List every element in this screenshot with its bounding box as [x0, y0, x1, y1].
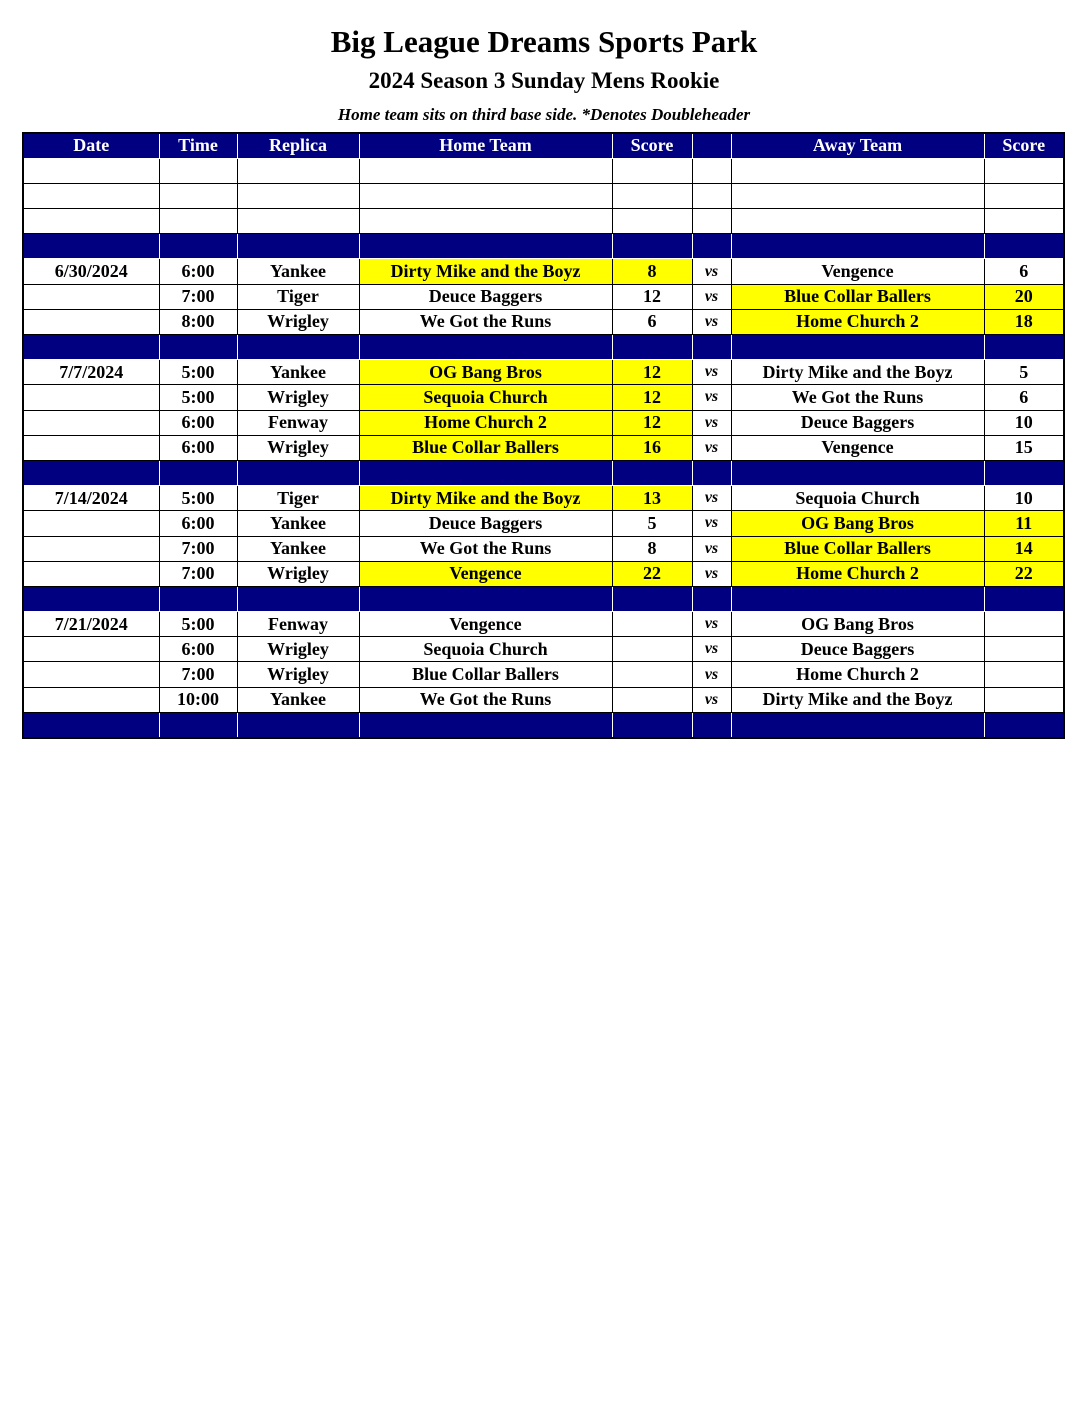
col-header-away-score: Score [984, 133, 1064, 158]
separator-cell [612, 460, 692, 485]
home-team: Blue Collar Ballers [359, 662, 612, 687]
separator-cell [731, 712, 984, 737]
col-header-replica: Replica [237, 133, 359, 158]
game-time: 8:00 [159, 309, 237, 334]
vs-label: vs [692, 561, 731, 586]
away-team: Home Church 2 [731, 561, 984, 586]
separator-cell [237, 586, 359, 611]
away-score: 22 [984, 561, 1064, 586]
game-replica: Fenway [237, 410, 359, 435]
game-time: 7:00 [159, 536, 237, 561]
game-time: 5:00 [159, 360, 237, 385]
game-time: 6:00 [159, 410, 237, 435]
home-score: 8 [612, 536, 692, 561]
away-score: 11 [984, 511, 1064, 536]
game-date [23, 511, 159, 536]
col-header-vs [692, 133, 731, 158]
game-row [23, 259, 1064, 284]
vs-label: vs [692, 536, 731, 561]
col-header-home-team: Home Team [359, 133, 612, 158]
game-date: 7/14/2024 [23, 486, 159, 511]
game-time: 5:00 [159, 612, 237, 637]
separator-cell [984, 234, 1064, 259]
separator-cell [23, 586, 159, 611]
away-score: 6 [984, 385, 1064, 410]
game-date [23, 385, 159, 410]
separator-cell [359, 460, 612, 485]
game-row [23, 687, 1064, 712]
home-team: Vengence [359, 561, 612, 586]
game-date: 7/21/2024 [23, 612, 159, 637]
separator-cell [159, 234, 237, 259]
home-score: 12 [612, 410, 692, 435]
home-score: 13 [612, 486, 692, 511]
separator-cell [23, 234, 159, 259]
home-score [612, 662, 692, 687]
home-team: Deuce Baggers [359, 511, 612, 536]
home-score: 6 [612, 309, 692, 334]
away-score [984, 687, 1064, 712]
home-score: 16 [612, 435, 692, 460]
separator-cell [692, 460, 731, 485]
week-separator-row [23, 234, 1064, 259]
game-row [23, 662, 1064, 687]
vs-label: vs [692, 259, 731, 284]
vs-label: vs [692, 511, 731, 536]
game-replica: Yankee [237, 259, 359, 284]
game-time: 10:00 [159, 687, 237, 712]
separator-cell [692, 234, 731, 259]
game-row [23, 536, 1064, 561]
vs-label: vs [692, 612, 731, 637]
game-date: 6/30/2024 [23, 259, 159, 284]
separator-cell [359, 335, 612, 360]
home-team: Home Church 2 [359, 410, 612, 435]
away-team: Deuce Baggers [731, 410, 984, 435]
away-team: Dirty Mike and the Boyz [731, 360, 984, 385]
separator-cell [692, 335, 731, 360]
separator-cell [159, 460, 237, 485]
separator-cell [731, 234, 984, 259]
home-score: 5 [612, 511, 692, 536]
game-replica: Wrigley [237, 435, 359, 460]
game-time: 7:00 [159, 662, 237, 687]
separator-cell [159, 712, 237, 737]
home-team: Deuce Baggers [359, 284, 612, 309]
empty-row [23, 183, 1064, 208]
game-time: 6:00 [159, 259, 237, 284]
home-score: 12 [612, 284, 692, 309]
game-date [23, 410, 159, 435]
home-score: 12 [612, 360, 692, 385]
schedule-body [23, 158, 1064, 737]
game-replica: Wrigley [237, 385, 359, 410]
game-row [23, 486, 1064, 511]
vs-label: vs [692, 360, 731, 385]
separator-cell [159, 586, 237, 611]
separator-cell [159, 335, 237, 360]
separator-cell [237, 712, 359, 737]
game-date [23, 536, 159, 561]
vs-label: vs [692, 486, 731, 511]
home-team: We Got the Runs [359, 309, 612, 334]
week-separator-row [23, 712, 1064, 737]
week-separator-row [23, 586, 1064, 611]
separator-cell [612, 586, 692, 611]
col-header-date: Date [23, 133, 159, 158]
game-row [23, 561, 1064, 586]
home-score: 8 [612, 259, 692, 284]
away-score: 6 [984, 259, 1064, 284]
separator-cell [237, 460, 359, 485]
away-team: Deuce Baggers [731, 637, 984, 662]
table-header-row [23, 133, 1064, 158]
away-team: OG Bang Bros [731, 511, 984, 536]
game-replica: Yankee [237, 511, 359, 536]
game-date [23, 284, 159, 309]
home-team: We Got the Runs [359, 687, 612, 712]
separator-cell [612, 234, 692, 259]
game-row [23, 385, 1064, 410]
game-row [23, 284, 1064, 309]
away-score: 10 [984, 486, 1064, 511]
vs-label: vs [692, 385, 731, 410]
game-time: 5:00 [159, 486, 237, 511]
game-date [23, 561, 159, 586]
game-date [23, 637, 159, 662]
separator-cell [984, 335, 1064, 360]
separator-cell [731, 460, 984, 485]
separator-cell [984, 586, 1064, 611]
week-separator-row [23, 460, 1064, 485]
vs-label: vs [692, 637, 731, 662]
away-team: OG Bang Bros [731, 612, 984, 637]
game-row [23, 410, 1064, 435]
away-score [984, 637, 1064, 662]
home-score: 12 [612, 385, 692, 410]
game-time: 5:00 [159, 385, 237, 410]
home-team: We Got the Runs [359, 536, 612, 561]
schedule-note: Home team sits on third base side. *Denotes Doubleheader [337, 105, 751, 124]
away-team: Vengence [731, 259, 984, 284]
vs-label: vs [692, 662, 731, 687]
col-header-time: Time [159, 133, 237, 158]
away-team: Home Church 2 [731, 309, 984, 334]
separator-cell [237, 335, 359, 360]
separator-cell [612, 712, 692, 737]
game-replica: Wrigley [237, 637, 359, 662]
away-team: We Got the Runs [731, 385, 984, 410]
game-date [23, 435, 159, 460]
game-replica: Yankee [237, 687, 359, 712]
away-team: Home Church 2 [731, 662, 984, 687]
game-replica: Tiger [237, 486, 359, 511]
game-time: 6:00 [159, 511, 237, 536]
home-score [612, 612, 692, 637]
game-date: 7/7/2024 [23, 360, 159, 385]
game-time: 6:00 [159, 637, 237, 662]
game-replica: Wrigley [237, 309, 359, 334]
away-team: Blue Collar Ballers [731, 284, 984, 309]
away-score [984, 662, 1064, 687]
separator-cell [359, 586, 612, 611]
game-row [23, 511, 1064, 536]
home-team: Sequoia Church [359, 385, 612, 410]
game-date [23, 662, 159, 687]
away-score: 14 [984, 536, 1064, 561]
game-replica: Wrigley [237, 662, 359, 687]
vs-label: vs [692, 284, 731, 309]
away-score: 20 [984, 284, 1064, 309]
away-team: Dirty Mike and the Boyz [731, 687, 984, 712]
empty-row [23, 158, 1064, 183]
game-replica: Fenway [237, 612, 359, 637]
game-row [23, 637, 1064, 662]
home-score: 22 [612, 561, 692, 586]
game-replica: Yankee [237, 536, 359, 561]
home-team: Dirty Mike and the Boyz [359, 486, 612, 511]
game-replica: Yankee [237, 360, 359, 385]
separator-cell [23, 712, 159, 737]
away-team: Sequoia Church [731, 486, 984, 511]
home-team: Dirty Mike and the Boyz [359, 259, 612, 284]
away-team: Blue Collar Ballers [731, 536, 984, 561]
week-separator-row [23, 335, 1064, 360]
empty-row [23, 209, 1064, 234]
home-score [612, 687, 692, 712]
schedule-table [22, 132, 1065, 739]
page-subtitle: 2024 Season 3 Sunday Mens Rookie [368, 68, 720, 93]
separator-cell [237, 234, 359, 259]
separator-cell [692, 712, 731, 737]
col-header-home-score: Score [612, 133, 692, 158]
away-score [984, 612, 1064, 637]
away-score: 18 [984, 309, 1064, 334]
separator-cell [731, 335, 984, 360]
vs-label: vs [692, 410, 731, 435]
away-score: 5 [984, 360, 1064, 385]
home-team: Sequoia Church [359, 637, 612, 662]
separator-cell [359, 234, 612, 259]
page-title: Big League Dreams Sports Park [330, 24, 758, 59]
vs-label: vs [692, 687, 731, 712]
game-row [23, 435, 1064, 460]
home-team: Blue Collar Ballers [359, 435, 612, 460]
vs-label: vs [692, 309, 731, 334]
separator-cell [731, 586, 984, 611]
away-team: Vengence [731, 435, 984, 460]
game-date [23, 687, 159, 712]
game-row [23, 360, 1064, 385]
separator-cell [984, 712, 1064, 737]
separator-cell [984, 460, 1064, 485]
away-score: 15 [984, 435, 1064, 460]
separator-cell [692, 586, 731, 611]
separator-cell [359, 712, 612, 737]
game-replica: Tiger [237, 284, 359, 309]
separator-cell [612, 335, 692, 360]
game-date [23, 309, 159, 334]
vs-label: vs [692, 435, 731, 460]
home-team: Vengence [359, 612, 612, 637]
game-time: 6:00 [159, 435, 237, 460]
game-replica: Wrigley [237, 561, 359, 586]
separator-cell [23, 460, 159, 485]
game-time: 7:00 [159, 284, 237, 309]
home-score [612, 637, 692, 662]
away-score: 10 [984, 410, 1064, 435]
game-row [23, 612, 1064, 637]
game-time: 7:00 [159, 561, 237, 586]
col-header-away-team: Away Team [731, 133, 984, 158]
separator-cell [23, 335, 159, 360]
game-row [23, 309, 1064, 334]
home-team: OG Bang Bros [359, 360, 612, 385]
